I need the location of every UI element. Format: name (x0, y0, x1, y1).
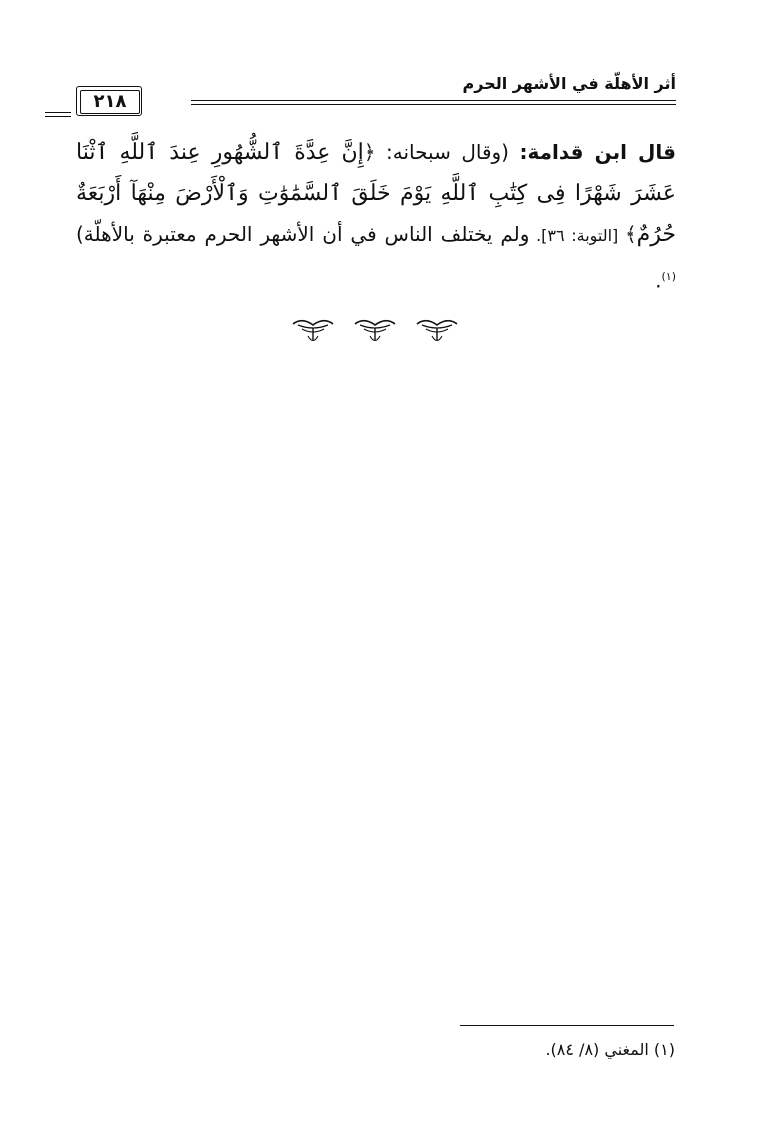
verse-citation: [التوبة: ٣٦]. (529, 226, 625, 245)
body-sentence: ولم يختلف الناس في أن الأشهر الحرم معتبرة بالأهلّة) (76, 222, 530, 246)
footnote-rule (460, 1025, 674, 1026)
verse-open-bracket: ﴿ (363, 140, 376, 164)
page-number: ٢١٨ (80, 90, 140, 114)
page-number-box (76, 86, 148, 116)
verse-close-bracket: ﴾ (624, 222, 637, 246)
header-rule-short (45, 112, 71, 117)
footnote: (١) المغني (٨/ ٨٤). (545, 1040, 675, 1059)
ornament-icon (414, 316, 460, 346)
quran-verse: إِنَّ عِدَّةَ ٱلشُّهُورِ عِندَ ٱللَّهِ ٱثْنَا عَشَرَ شَهْرًا فِى كِتَٰبِ ٱللَّهِ يَوْمَ خَلَقَ ٱلسَّمَٰوَٰتِ وَٱلْأَرْضَ مِنْهَآ أَرْبَعَةٌ حُرُمٌ (76, 140, 677, 247)
page-header (76, 74, 676, 124)
running-title: أثر الأهلّة في الأشهر الحرم (462, 74, 676, 93)
ornament-icon (352, 316, 398, 346)
sentence-end: . (655, 268, 662, 293)
speaker-name: قال ابن قدامة: (519, 140, 676, 164)
quote-intro: (وقال سبحانه: (375, 140, 520, 164)
main-paragraph (76, 132, 676, 302)
section-separator (290, 316, 460, 346)
page-number-frame (76, 86, 142, 116)
ornament-icon (290, 316, 336, 346)
footnote-reference: (١) (661, 270, 676, 283)
header-rule (191, 100, 676, 105)
